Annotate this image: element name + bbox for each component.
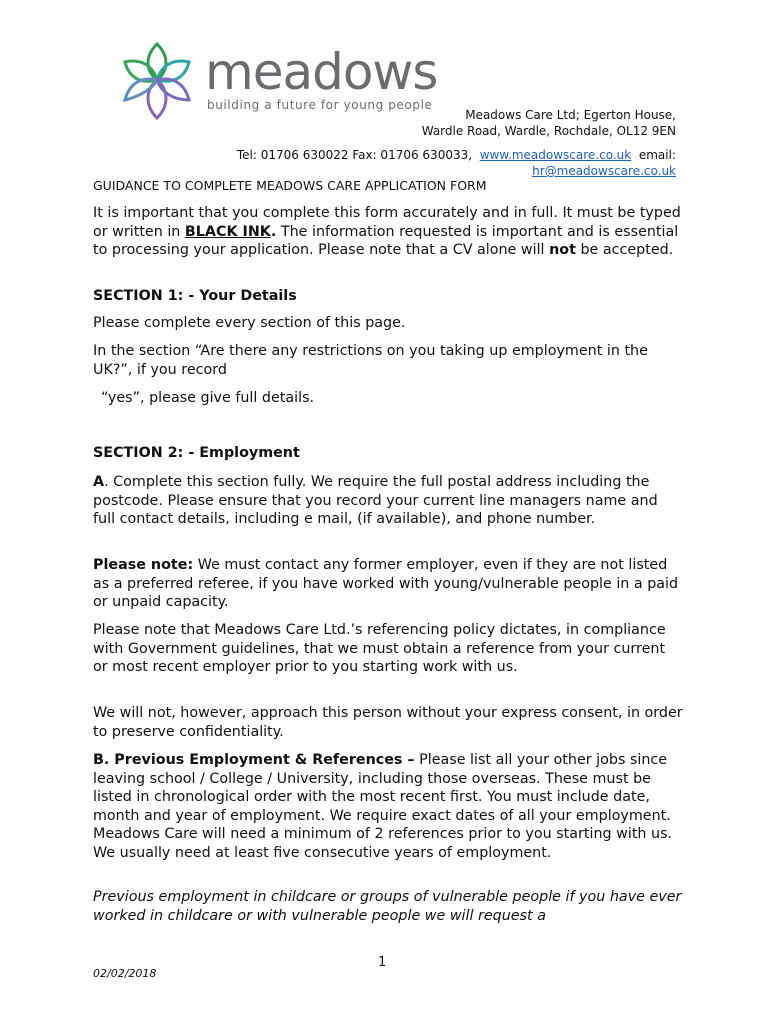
intro-paragraph: It is important that you complete this form accurately and in full. It must be typed or written in BLACK INK. The information requested is important and is essential to processing your application. Please note that a CV alone will not be accepted.	[93, 205, 681, 258]
section2-part-b: B. Previous Employment & References – Please list all your other jobs since leaving school / College / University, including those overseas. These must be listed in chronological order with the most recent first. You must include date, month and year of employment. We require exact dates of all your employment. Meadows Care will need a minimum of 2 references prior to you starting with us. We usually need at least five consecutive years of employment.	[93, 752, 673, 861]
flower-logo-icon	[115, 40, 200, 122]
address-line-2: Wardle Road, Wardle, Rochdale, OL12 9EN	[421, 124, 676, 138]
section2-consent: We will not, however, approach this person without your express consent, in order to preserve confidentiality.	[93, 705, 683, 740]
not-emphasis: not	[549, 242, 576, 258]
section2-part-a: A. Complete this section fully. We require the full postal address including the postcode. Please ensure that you record your current line managers name and full contact details, including e mail, (if available), and phone number.	[93, 474, 658, 527]
meadows-logo	[115, 40, 455, 122]
logo-wordmark: meadows	[205, 43, 438, 101]
phone-fax: Tel: 01706 630022 Fax: 01706 630033,	[236, 148, 473, 162]
section2-heading: SECTION 2: - Employment	[93, 445, 300, 461]
section1-text-2: In the section “Are there any restrictions on you taking up employment in the UK?”, if you record	[93, 343, 648, 378]
email-link[interactable]: hr@meadowscare.co.uk	[532, 164, 676, 178]
footer-date: 02/02/2018	[93, 967, 157, 980]
page-number: 1	[378, 955, 387, 970]
email-label: email:	[638, 148, 676, 162]
website-link[interactable]: www.meadowscare.co.uk	[479, 148, 632, 162]
section2-italic-note: Previous employment in childcare or groups of vulnerable people if you have ever worked in childcare or with vulnerable people we will request a	[93, 889, 682, 924]
section1-text-1: Please complete every section of this page.	[93, 315, 406, 331]
section1-text-3: “yes”, please give full details.	[101, 390, 315, 406]
document-title: GUIDANCE TO COMPLETE MEADOWS CARE APPLICATION FORM	[93, 178, 487, 193]
logo-tagline: building a future for young people	[207, 98, 433, 112]
black-ink-emphasis: BLACK INK	[184, 223, 271, 240]
section1-heading: SECTION 1: - Your Details	[93, 288, 297, 304]
contact-line	[237, 147, 676, 163]
section2-note: Please note: We must contact any former employer, even if they are not listed as a preferred referee, if you have worked with young/vulnerable people in a paid or unpaid capacity.	[93, 557, 679, 610]
address-line-1: Meadows Care Ltd; Egerton House,	[465, 108, 676, 122]
email-line	[532, 163, 676, 179]
section2-policy: Please note that Meadows Care Ltd.’s referencing policy dictates, in compliance with Government guidelines, that we must obtain a reference from your current or most recent employer prior to you starting work with us.	[93, 622, 666, 675]
